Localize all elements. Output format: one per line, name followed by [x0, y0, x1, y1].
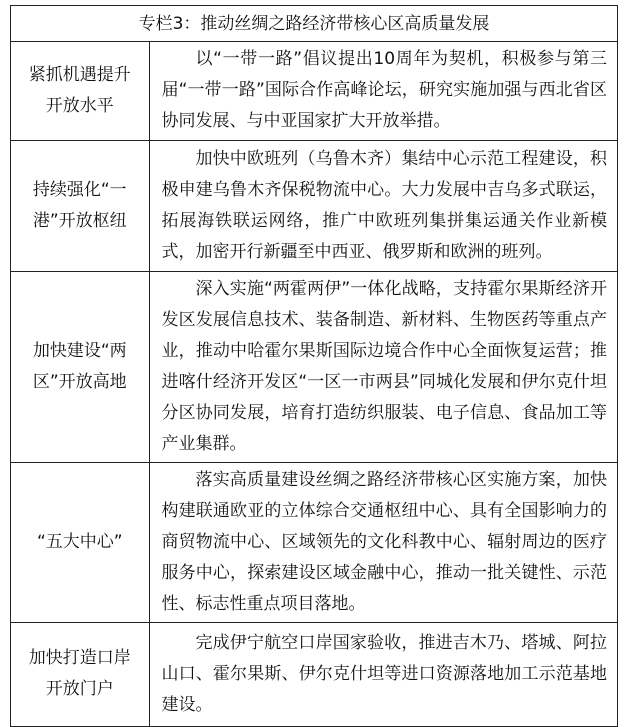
table-row [11, 622, 617, 726]
panel-title: 专栏3：推动丝绸之路经济带核心区高质量发展 [11, 6, 617, 42]
row-content: 落实高质量建设丝绸之路经济带核心区实施方案，加快构建联通欧亚的立体综合交通枢纽中心、具有全国影响力的商贸物流中心、区域领先的文化科教中心、辐射周边的医疗服务中心，探索建设区域金融中心，推动一批关键性、示范性、标志性重点项目落地。 [149, 462, 617, 622]
column-panel [10, 5, 618, 727]
measures-table [11, 42, 617, 726]
row-label: 紧抓机遇提升开放水平 [11, 42, 149, 140]
row-content: 深入实施“两霍两伊”一体化战略，支持霍尔果斯经济开发区发展信息技术、装备制造、新材料、生物医药等重点产业，推动中哈霍尔果斯国际边境合作中心全面恢复运营；推进喀什经济开发区“一区一市两县”同城化发展和伊尔克什坦分区协同发展，培育打造纺织服装、电子信息、食品加工等产业集群。 [149, 271, 617, 462]
table-row [11, 271, 617, 462]
row-content: 加快中欧班列（乌鲁木齐）集结中心示范工程建设，积极申建乌鲁木齐保税物流中心。大力发展中吉乌多式联运，拓展海铁联运网络，推广中欧班列集拼集运通关作业新模式，加密开行新疆至中西亚、俄罗斯和欧洲的班列。 [149, 140, 617, 271]
row-label: 加快打造口岸开放门户 [11, 622, 149, 726]
row-content: 以“一带一路”倡议提出10周年为契机，积极参与第三届“一带一路”国际合作高峰论坛，研究实施加强与西北省区协同发展、与中亚国家扩大开放举措。 [149, 42, 617, 140]
table-row [11, 140, 617, 271]
row-content: 完成伊宁航空口岸国家验收，推进吉木乃、塔城、阿拉山口、霍尔果斯、伊尔克什坦等进口资源落地加工示范基地建设。 [149, 622, 617, 726]
row-label: “五大中心” [11, 462, 149, 622]
row-label: 持续强化“一港”开放枢纽 [11, 140, 149, 271]
row-label: 加快建设“两区”开放高地 [11, 271, 149, 462]
table-row [11, 42, 617, 140]
table-row [11, 462, 617, 622]
